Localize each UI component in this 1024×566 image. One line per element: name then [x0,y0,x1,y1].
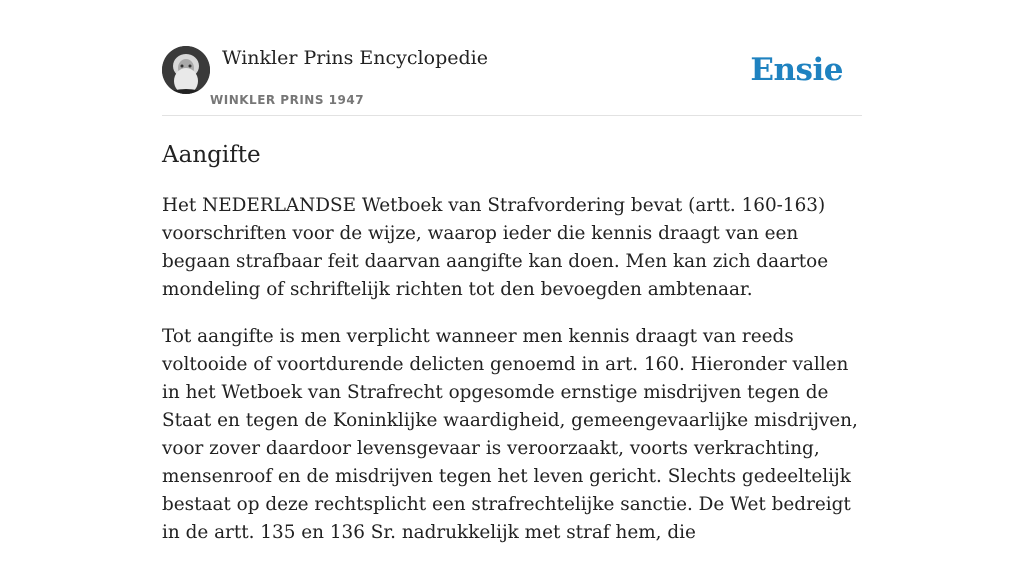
site-title[interactable]: Winkler Prins Encyclopedie [222,47,488,69]
article-body [162,192,862,566]
article-paragraph: Het NEDERLANDSE Wetboek van Strafvordering bevat (artt. 160-163) voorschriften voor de wijze, waarop ieder die kennis draagt van een begaan strafbaar feit daarvan aangifte kan doen. Men kan zich daartoe mondeling of schriftelijk richten tot den bevoegden ambtenaar. [162,195,829,300]
brand-logo[interactable]: Ensie [750,52,843,88]
header-divider [162,115,862,116]
article-title: Aangifte [162,142,261,168]
article-paragraph: Tot aangifte is men verplicht wanneer men kennis draagt van reeds voltooide of voortdurende delicten genoemd in art. 160. Hieronder vallen in het Wetboek van Strafrecht opgesomde ernstige misdrijven tegen de Staat en tegen de Koninklijke waardigheid, gemeengevaarlijke misdrijven, voor zover daardoor levensgevaar is veroorzaakt, voorts verkrachting, mensenroof en de misdrijven tegen het leven gericht. Slechts gedeeltelijk bestaat op deze rechtsplicht een strafrechtelijke sanctie. De Wet bedreigt in de artt. 135 en 136 Sr. nadrukkelijk met straf hem, die [162,326,858,543]
site-header [162,46,862,116]
source-label[interactable]: WINKLER PRINS 1947 [210,93,365,107]
portrait-avatar-icon[interactable] [162,46,210,94]
